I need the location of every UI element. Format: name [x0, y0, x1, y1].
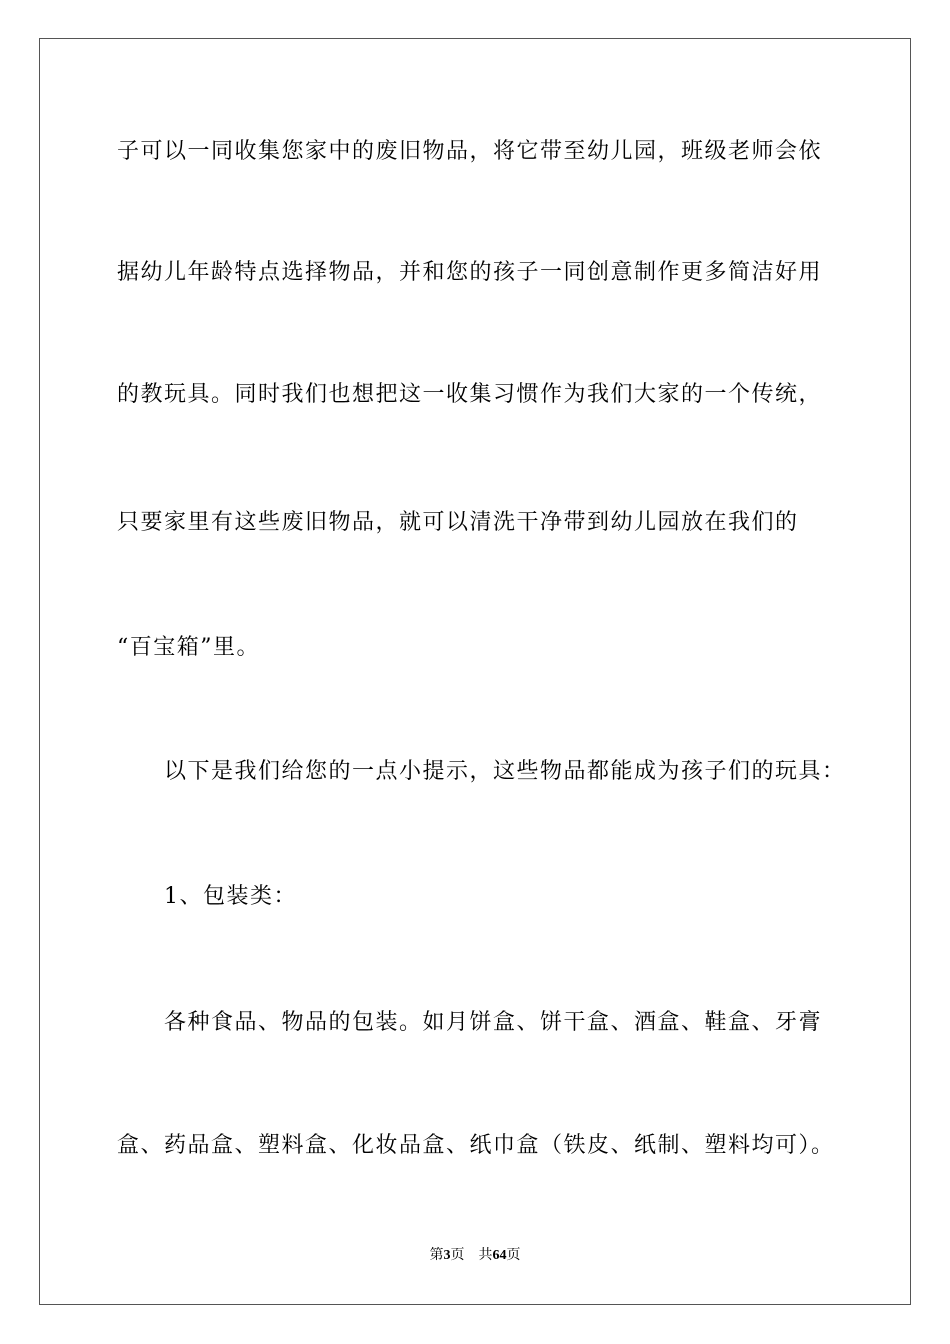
footer-page-suffix: 页	[450, 1248, 465, 1263]
list-heading: 1、包装类：	[164, 884, 297, 909]
body-line-8: 各种食品、物品的包装。如月饼盒、饼干盒、酒盒、鞋盒、牙膏	[164, 1010, 823, 1035]
body-line-1: 子可以一同收集您家中的废旧物品，将它带至幼儿园，班级老师会依	[117, 139, 823, 164]
footer-page-prefix: 第	[429, 1248, 444, 1263]
footer-total-pages: 64	[492, 1248, 507, 1263]
body-line-9: 盒、药品盒、塑料盒、化妆品盒、纸巾盒（铁皮、纸制、塑料均可）。	[117, 1133, 835, 1158]
footer-total-suffix: 页	[506, 1248, 521, 1263]
footer-page-number: 3	[443, 1248, 451, 1263]
body-line-4: 只要家里有这些废旧物品，就可以清洗干净带到幼儿园放在我们的	[117, 510, 799, 535]
page-frame	[39, 38, 911, 1305]
body-line-2: 据幼儿年龄特点选择物品，并和您的孩子一同创意制作更多简洁好用	[117, 260, 823, 285]
footer-total-prefix: 共	[478, 1248, 493, 1263]
body-line-6: 以下是我们给您的一点小提示，这些物品都能成为孩子们的玩具：	[164, 759, 846, 784]
page-footer	[0, 1246, 950, 1266]
body-line-3: 的教玩具。同时我们也想把这一收集习惯作为我们大家的一个传统，	[117, 382, 823, 407]
body-line-5: “百宝箱”里。	[117, 635, 260, 660]
